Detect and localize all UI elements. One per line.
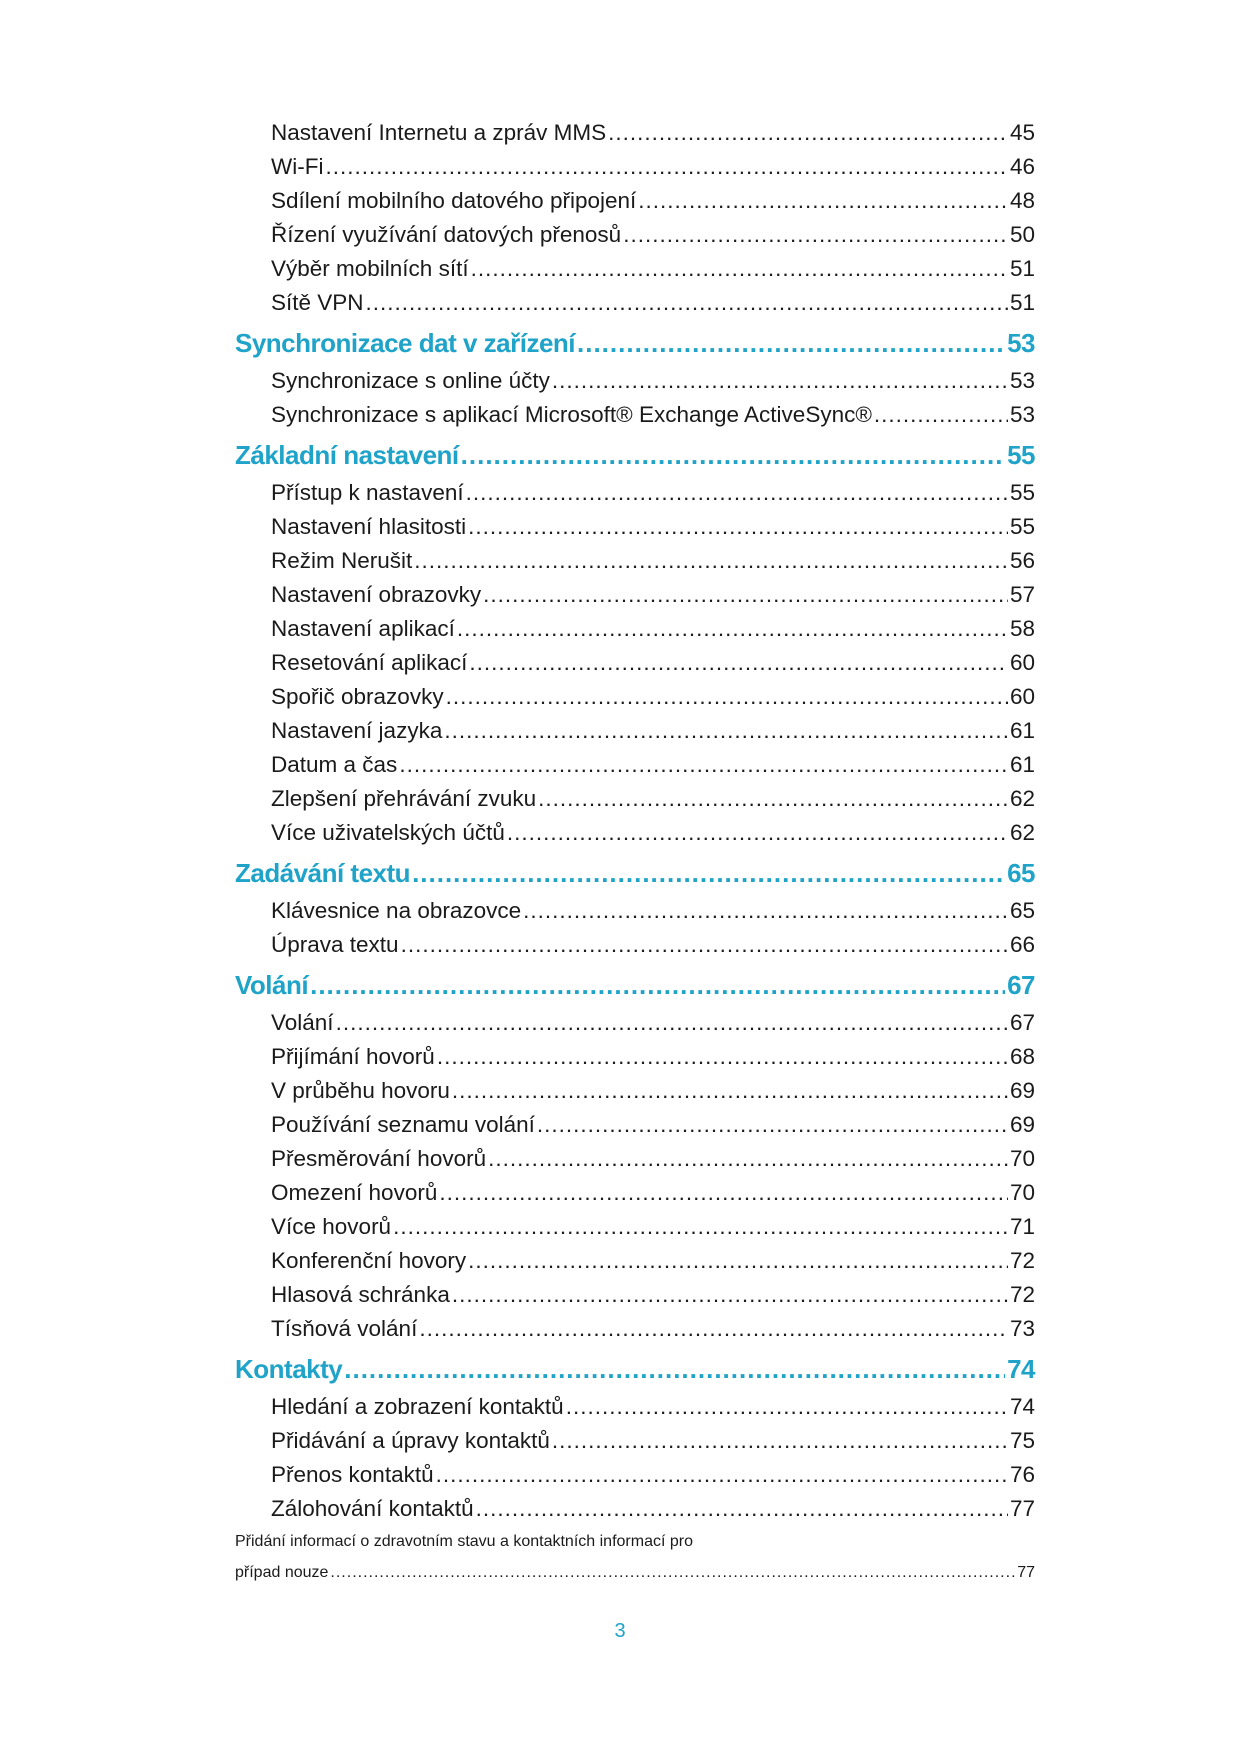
toc-entry-label: Přenos kontaktů	[271, 1462, 434, 1487]
toc-page-number: 62	[1009, 786, 1035, 811]
toc-entry[interactable]	[235, 1244, 1035, 1278]
toc-page-number: 61	[1009, 752, 1035, 777]
toc-page-number: 55	[1009, 480, 1035, 505]
toc-entry-label: Nastavení Internetu a zpráv MMS	[271, 120, 607, 145]
dot-leader	[399, 748, 1008, 782]
toc-entry[interactable]	[235, 150, 1035, 184]
toc-section-heading[interactable]	[235, 434, 1035, 476]
dot-leader	[537, 1108, 1008, 1142]
toc-page-number: 71	[1009, 1214, 1035, 1239]
toc-entry[interactable]	[235, 894, 1035, 928]
toc-page-number: 56	[1009, 548, 1035, 573]
toc-entry[interactable]	[235, 1074, 1035, 1108]
dot-leader	[488, 1142, 1008, 1176]
toc-page-number: 72	[1009, 1282, 1035, 1307]
dot-leader	[468, 1244, 1008, 1278]
dot-leader	[507, 816, 1008, 850]
toc-entry[interactable]	[235, 1492, 1035, 1526]
dot-leader	[437, 1040, 1008, 1074]
toc-entry[interactable]	[235, 1006, 1035, 1040]
dot-leader	[483, 578, 1008, 612]
toc-entry-label: Nastavení hlasitosti	[271, 514, 467, 539]
toc-entry-label: Úprava textu	[271, 932, 399, 957]
toc-page-number: 67	[1007, 970, 1035, 1000]
toc-page-number: 58	[1009, 616, 1035, 641]
toc-page-number: 68	[1009, 1044, 1035, 1069]
dot-leader	[638, 184, 1008, 218]
toc-page-number: 70	[1009, 1180, 1035, 1205]
toc-page-number: 66	[1009, 932, 1035, 957]
dot-leader	[874, 398, 1008, 432]
toc-page-number: 76	[1009, 1462, 1035, 1487]
toc-entry-label: Přístup k nastavení	[271, 480, 464, 505]
toc-entry-label-continued: případ nouze	[235, 1564, 329, 1581]
toc-entry-continuation	[235, 1557, 1035, 1588]
toc-entry-label: Režim Nerušit	[271, 548, 413, 573]
toc-entry[interactable]	[235, 748, 1035, 782]
toc-entry[interactable]	[235, 1526, 1035, 1588]
toc-entry-label: V průběhu hovoru	[271, 1078, 450, 1103]
toc-entry[interactable]	[235, 816, 1035, 850]
toc-entry[interactable]	[235, 116, 1035, 150]
toc-page-number: 55	[1009, 514, 1035, 539]
toc-page-number: 72	[1009, 1248, 1035, 1273]
toc-entry[interactable]	[235, 612, 1035, 646]
dot-leader	[566, 1390, 1008, 1424]
toc-page-number: 69	[1009, 1078, 1035, 1103]
toc-entry[interactable]	[235, 782, 1035, 816]
toc-page-number: 53	[1007, 328, 1035, 358]
toc-entry-label: Klávesnice na obrazovce	[271, 898, 522, 923]
toc-entry-label: Přijímání hovorů	[271, 1044, 435, 1069]
toc-entry-label: Synchronizace s aplikací Microsoft® Exchange ActiveSync®	[271, 402, 872, 427]
toc-section-heading[interactable]	[235, 322, 1035, 364]
toc-page-number: 50	[1009, 222, 1035, 247]
toc-entry[interactable]	[235, 1390, 1035, 1424]
toc-heading-label: Synchronizace dat v zařízení	[235, 328, 576, 358]
toc-page-number: 61	[1009, 718, 1035, 743]
toc-heading-label: Kontakty	[235, 1354, 343, 1384]
dot-leader	[393, 1210, 1008, 1244]
toc-entry[interactable]	[235, 364, 1035, 398]
toc-page-number: 48	[1009, 188, 1035, 213]
toc-entry-label: Spořič obrazovky	[271, 684, 444, 709]
toc-section-heading[interactable]	[235, 852, 1035, 894]
toc-page-number: 77	[1017, 1564, 1035, 1581]
toc-page-number: 62	[1009, 820, 1035, 845]
toc-page-number: 69	[1009, 1112, 1035, 1137]
toc-entry-label: Přidávání a úpravy kontaktů	[271, 1428, 550, 1453]
dot-leader	[344, 1348, 1005, 1390]
toc-entry-label: Datum a čas	[271, 752, 398, 777]
toc-entry[interactable]	[235, 1312, 1035, 1346]
toc-entry[interactable]	[235, 1424, 1035, 1458]
toc-entry-label: Volání	[271, 1010, 334, 1035]
toc-entry[interactable]	[235, 578, 1035, 612]
dot-leader	[452, 1074, 1008, 1108]
toc-page-number: 57	[1009, 582, 1035, 607]
toc-page-number: 65	[1009, 898, 1035, 923]
toc-entry-label: Zálohování kontaktů	[271, 1496, 474, 1521]
dot-leader	[444, 714, 1008, 748]
toc-entry-label: Používání seznamu volání	[271, 1112, 535, 1137]
dot-leader	[468, 510, 1008, 544]
toc-entry-label: Více hovorů	[271, 1214, 392, 1239]
dot-leader	[469, 646, 1008, 680]
toc-heading-label: Základní nastavení	[235, 440, 459, 470]
toc-entry-label: Přidání informací o zdravotním stavu a kontaktních informací pro	[235, 1533, 693, 1550]
toc-entry-label: Sítě VPN	[271, 290, 364, 315]
dot-leader	[419, 1312, 1008, 1346]
toc-page-number: 67	[1009, 1010, 1035, 1035]
toc-entry-label: Více uživatelských účtů	[271, 820, 505, 845]
dot-leader	[310, 964, 1005, 1006]
page-number: 3	[614, 1620, 626, 1642]
toc-entry[interactable]	[235, 218, 1035, 252]
toc-entry-label: Hledání a zobrazení kontaktů	[271, 1394, 564, 1419]
toc-entry[interactable]	[235, 714, 1035, 748]
dot-leader	[471, 252, 1008, 286]
toc-entry[interactable]	[235, 184, 1035, 218]
dot-leader	[401, 928, 1008, 962]
toc-entry-label: Zlepšení přehrávání zvuku	[271, 786, 537, 811]
dot-leader	[466, 476, 1008, 510]
toc-entry[interactable]	[235, 398, 1035, 432]
toc-entry-label: Nastavení jazyka	[271, 718, 443, 743]
dot-leader	[538, 782, 1008, 816]
toc-entry[interactable]	[235, 286, 1035, 320]
toc-entry[interactable]	[235, 646, 1035, 680]
toc-page-number: 53	[1009, 368, 1035, 393]
toc-entry[interactable]	[235, 1040, 1035, 1074]
toc-entry-label: Přesměrování hovorů	[271, 1146, 487, 1171]
toc-entry[interactable]	[235, 1108, 1035, 1142]
dot-leader	[336, 1006, 1008, 1040]
dot-leader	[552, 364, 1008, 398]
toc-page-number: 70	[1009, 1146, 1035, 1171]
dot-leader	[439, 1176, 1008, 1210]
toc-entry[interactable]	[235, 476, 1035, 510]
toc-entry[interactable]	[235, 544, 1035, 578]
toc-page-number: 60	[1009, 650, 1035, 675]
dot-leader	[577, 322, 1005, 364]
dot-leader	[366, 286, 1008, 320]
toc-page-number: 51	[1009, 290, 1035, 315]
toc-entry[interactable]	[235, 1458, 1035, 1492]
dot-leader	[623, 218, 1008, 252]
toc-page-number: 65	[1007, 858, 1035, 888]
dot-leader	[476, 1492, 1008, 1526]
toc-entry[interactable]	[235, 1176, 1035, 1210]
dot-leader	[325, 150, 1007, 184]
toc-entry-label: Nastavení aplikací	[271, 616, 455, 641]
toc-entry-label: Výběr mobilních sítí	[271, 256, 469, 281]
toc-entry-label: Tísňová volání	[271, 1316, 418, 1341]
dot-leader	[457, 612, 1008, 646]
toc-entry[interactable]	[235, 1210, 1035, 1244]
dot-leader	[461, 434, 1005, 476]
dot-leader	[552, 1424, 1008, 1458]
toc-entry-label: Resetování aplikací	[271, 650, 468, 675]
toc-page-number: 74	[1009, 1394, 1035, 1419]
toc-entry[interactable]	[235, 1142, 1035, 1176]
toc-page-number: 74	[1007, 1354, 1035, 1384]
dot-leader	[608, 116, 1008, 150]
toc-page-number: 60	[1009, 684, 1035, 709]
toc-entry[interactable]	[235, 510, 1035, 544]
toc-heading-label: Zadávání textu	[235, 858, 411, 888]
toc-page-number: 53	[1009, 402, 1035, 427]
toc-page-number: 55	[1007, 440, 1035, 470]
toc-entry[interactable]	[235, 680, 1035, 714]
toc-entry-label: Omezení hovorů	[271, 1180, 438, 1205]
toc-page-number: 75	[1009, 1428, 1035, 1453]
toc-entry-label: Konferenční hovory	[271, 1248, 467, 1273]
toc-section-heading[interactable]	[235, 1348, 1035, 1390]
toc-entry-label: Hlasová schránka	[271, 1282, 450, 1307]
toc-entry[interactable]	[235, 1278, 1035, 1312]
toc-page-number: 77	[1009, 1496, 1035, 1521]
dot-leader	[436, 1458, 1008, 1492]
dot-leader	[446, 680, 1008, 714]
dot-leader	[452, 1278, 1008, 1312]
toc-entry-label: Sdílení mobilního datového připojení	[271, 188, 637, 213]
toc-page-number: 46	[1009, 154, 1035, 179]
toc-section-heading[interactable]	[235, 964, 1035, 1006]
dot-leader	[412, 852, 1005, 894]
toc-entry-label: Nastavení obrazovky	[271, 582, 482, 607]
table-of-contents	[235, 116, 1035, 1588]
toc-entry-label: Wi-Fi	[271, 154, 324, 179]
toc-page-number: 51	[1009, 256, 1035, 281]
toc-entry-label: Řízení využívání datových přenosů	[271, 222, 622, 247]
toc-entry[interactable]	[235, 928, 1035, 962]
dot-leader	[330, 1557, 1015, 1588]
dot-leader	[414, 544, 1008, 578]
toc-entry-label: Synchronizace s online účty	[271, 368, 550, 393]
toc-entry[interactable]	[235, 252, 1035, 286]
toc-page-number: 45	[1009, 120, 1035, 145]
toc-heading-label: Volání	[235, 970, 309, 1000]
dot-leader	[523, 894, 1008, 928]
toc-page-number: 73	[1009, 1316, 1035, 1341]
